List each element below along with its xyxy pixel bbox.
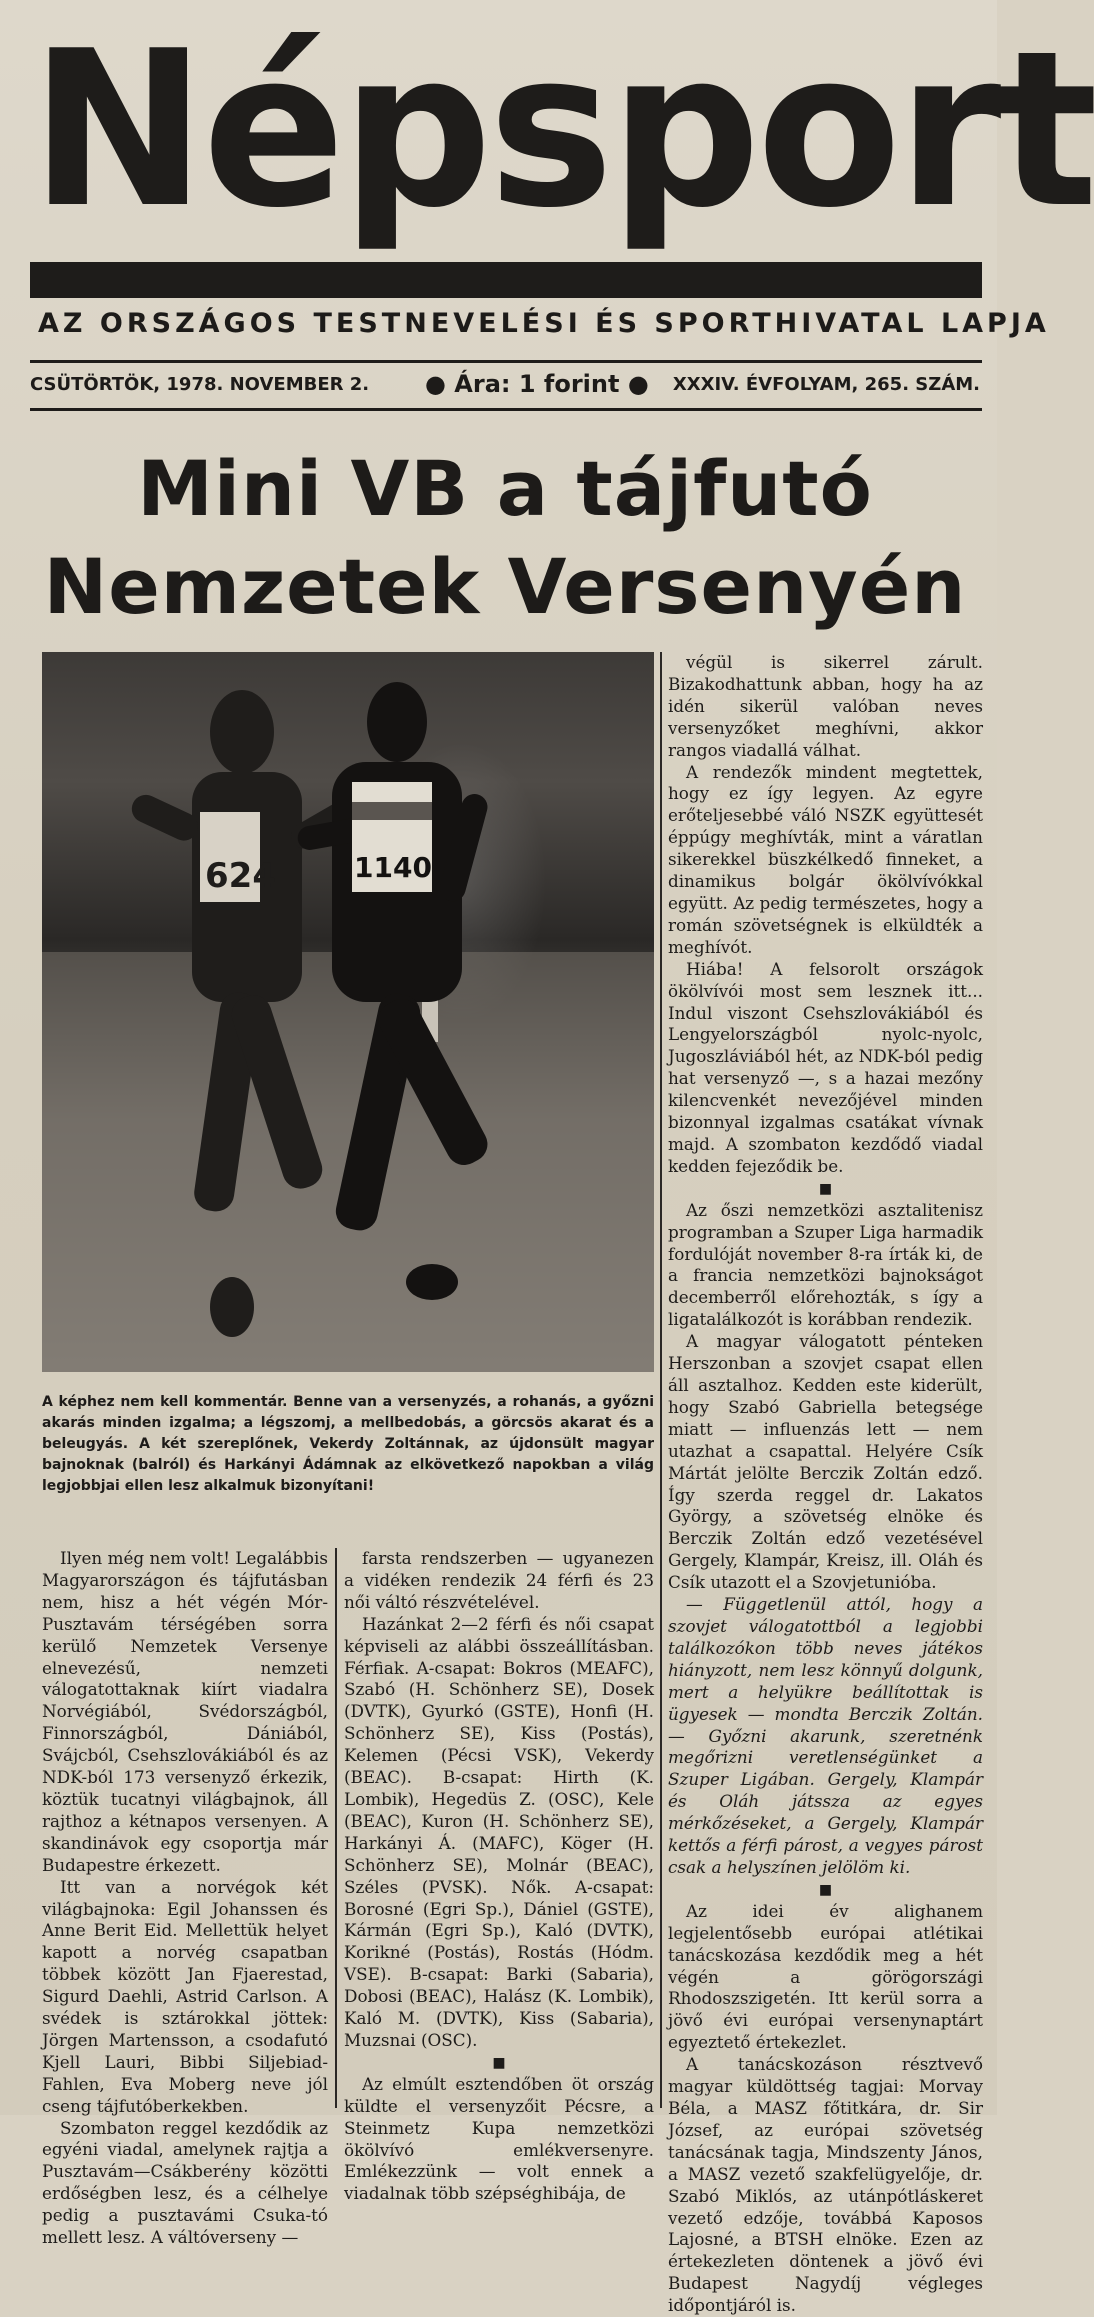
paragraph: A magyar válogatott pénteken Herszonban a szovjet csapat ellen áll asztalhoz. Kedden este kiderült, hogy Szabó Gabriella betegsége miatt — influenzás lett — nem utazhat a csapattal. Helyére Csík Mártát jelölte Berczik Zoltán edző. Így szerda reggel dr. Lakatos György, a szövetség elnöke és Berczik Zoltán edző vezetésével Gergely, Klampár, Kreisz, ill. Oláh és Csík utazott el a Szovjetunióba. [668, 1331, 983, 1593]
photo-caption: A képhez nem kell kommentár. Benne van a versenyzés, a rohanás, a győzni akarás minden izgalma; a légszomj, a mellbedobás, a görcsös akarat és a beleugyás. A két szereplőnek, Vekerdy Zoltánnak, az újdonsült magyar bajnoknak (balról) és Harkányi Ádámnak az elkövetkező napokban a világ legjobbjai ellen lesz alkalmuk bizonyítani! [42, 1394, 654, 1494]
bottom-rule [30, 408, 982, 411]
paragraph-quote: — Függetlenül attól, hogy a szovjet válogatottból a legjobbi találkozókon több neves játékos hiányzott, nem lesz könnyű dolgunk, mert a helyükre beállítottak is ügyesek — mondta Berczik Zoltán. — Győzni akarunk, szeretnénk megőrizni veretlenségünket a Szuper Ligában. Gergely, Klampár és Oláh játssza az egyes mérkőzéseket, a Gergely, Klampár kettős a férfi párost, a vegyes párost csak a helyszínen jelölöm ki. [668, 1594, 983, 1877]
issue-number: XXXIV. ÉVFOLYAM, 265. SZÁM. [672, 374, 980, 395]
paragraph: A rendezők mindent megtettek, hogy ez így legyen. Az egyre erőteljesebbé váló NSZK együttesét éppúgy meghívták, mint a váratlan sikerekkel büszkélkedő finneket, a dinamikus bolgár ökölvívókkal együtt. Az pedig természetes, hogy a román szövetségnek is elküldték a meghívót. [668, 761, 983, 957]
headline [30, 440, 980, 636]
paragraph: Itt van a norvégok két világbajnoka: Egil Johanssen és Anne Berit Eid. Mellettük helyet kapott a norvég csapatban többek között Jan Fjaerestad, Sigurd Daehli, Astrid Carlson. A svédek is sztárokkal jöttek: Jörgen Martensson, a csodafutó Kjell Lauri, Bibbi Siljebiad-Fahlen, Eva Moberg neve jól cseng tájfutóberkekben. [42, 1876, 328, 2116]
masthead-bar [30, 262, 982, 298]
paragraph: farsta rendszerben — ugyanezen a vidéken rendezik 24 férfi és 23 női váltó részvételével. [344, 1548, 654, 1612]
masthead [30, 4, 1094, 255]
section-separator: ■ [818, 1881, 833, 1898]
paragraph: Hazánkat 2—2 férfi és női csapat képviseli az alábbi összeállításban. Férfiak. A-csapat: Bokros (MEAFC), Szabó (H. Schönherz SE), Dosek (DVTK), Gyurkó (GSTE), Honfi (H. Schönherz SE), Kiss (Postás), Kelemen (Pécsi VSK), Vekerdy (BEAC). B-csapat: Hirth (K. Lombik), Hegedüs Z. (OSC), Kele (BEAC), Kuron (H. Schönherz SE), Harkányi Á. (MAFC), Köger (H. Schönherz SE), Molnár (BEAC), Széles (PVSK). Nők. A-csapat: Borosné (Egri Sp.), Dániel (GSTE), Kármán (Egri Sp.), Kaló (DVTK), Korikné (Postás), Rostás (Hódm. VSE). B-csapat: Barki (Sabaria), Dobosi (BEAC), Halász (K. Lombik), Kaló M. (DVTK), Kiss (Sabaria), Muzsnai (OSC). [344, 1613, 654, 2050]
price: ● Ára: 1 forint ● [425, 370, 649, 398]
dateline [30, 372, 980, 402]
column-rule-1 [335, 1548, 337, 2108]
paragraph: Hiába! A felsorolt országok ökölvívói most sem lesznek itt... Indul viszont Csehszlovákiából és Lengyelországból nyolc-nyolc, Jugoszláviából hét, az NDK-ból pedig hat versenyző —, s a hazai mezőny kilencvenkét nevezőjével minden bizonnyal izgalmas csatákat vívnak majd. A szombaton kezdődő viadal kedden fejeződik be. [668, 958, 983, 1176]
race-photo [42, 652, 654, 1372]
bib-right: 1140 [354, 851, 432, 884]
runners-illustration [42, 652, 654, 1372]
issue-date: CSÜTÖRTÖK, 1978. NOVEMBER 2. [30, 374, 370, 395]
paragraph: A tanácskozáson résztvevő magyar küldöttség tagjai: Morvay Béla, a MASZ főtitkára, dr. Sir József, az európai szövetség tanácsának tagja, Mindszenty János, a MASZ vezető szakfelügyelője, dr. Szabó Miklós, az utánpótláskeret vezető edzője, továbbá Kaposos Lajosné, a BTSH elnöke. Ezen az értekezleten döntenek a jövő évi Budapest Nagydíj végleges időpontjáról is. [668, 2054, 983, 2316]
article-column-1 [42, 1548, 328, 2249]
column-rule-2 [660, 652, 662, 2108]
paragraph: Szombaton reggel kezdődik az egyéni viadal, amelynek rajtja a Pusztavám—Csákberény közötti erdőségben lesz, és a célhelye pedig a pusztavámi Csuka-tó mellett lesz. A váltóverseny — [42, 2117, 328, 2248]
tagline: AZ ORSZÁGOS TESTNEVELÉSI ÉS SPORTHIVATAL LAPJA [38, 308, 1050, 339]
paragraph: végül is sikerrel zárult. Bizakodhattunk abban, hogy ha az idén sikerül valóban neves versenyzőket meghívni, akkor rangos viadallá válhat. [668, 652, 983, 760]
paragraph: Az elmúlt esztendőben öt ország küldte el versenyzőit Pécsre, a Steinmetz Kupa nemzetközi ökölvívó emlékversenyre. Emlékezzünk — volt ennek a viadalnak több szépséghibája, de [344, 2073, 654, 2204]
section-separator: ■ [818, 1180, 833, 1197]
section-separator: ■ [492, 2054, 506, 2071]
paragraph: Az őszi nemzetközi asztalitenisz programban a Szuper Liga harmadik fordulóját november 8-ra írták ki, de a francia nemzetközi bajnokságot decemberről előrehozták, s így a ligatalálkozót is korábban rendezik. [668, 1199, 983, 1330]
top-rule [30, 360, 982, 363]
paragraph: Ilyen még nem volt! Legalábbis Magyarországon és tájfutásban nem, hisz a hét végén Mór-Pusztavám térségében sorra kerülő Nemzetek Versenye elnevezésű, nemzeti válogatottaknak kiírt viadalra Norvégiából, Svédországból, Finnországból, Dániából, Svájcból, Csehszlovákiából és az NDK-ból 173 versenyző érkezik, köztük tucatnyi világbajnok, áll rajthoz a kétnapos versenyen. A skandinávok egy csoportja már Budapestre érkezett. [42, 1548, 328, 1875]
newspaper-title: Népsport [30, 4, 1094, 255]
paragraph: Az idei év alighanem legjelentősebb európai atlétikai tanácskozása kezdődik meg a hét végén a görögországi Rhodoszszigetén. Itt kerül sorra a jövő évi európai versenynaptárt egyeztető értekezlet. [668, 1900, 983, 2053]
headline-line-1: Mini VB a tájfutó [137, 444, 873, 533]
article-column-3 [668, 652, 983, 2317]
bib-left: 624 [205, 856, 276, 896]
article-column-2 [344, 1548, 654, 2205]
headline-line-2: Nemzetek Versenyén [43, 542, 967, 631]
